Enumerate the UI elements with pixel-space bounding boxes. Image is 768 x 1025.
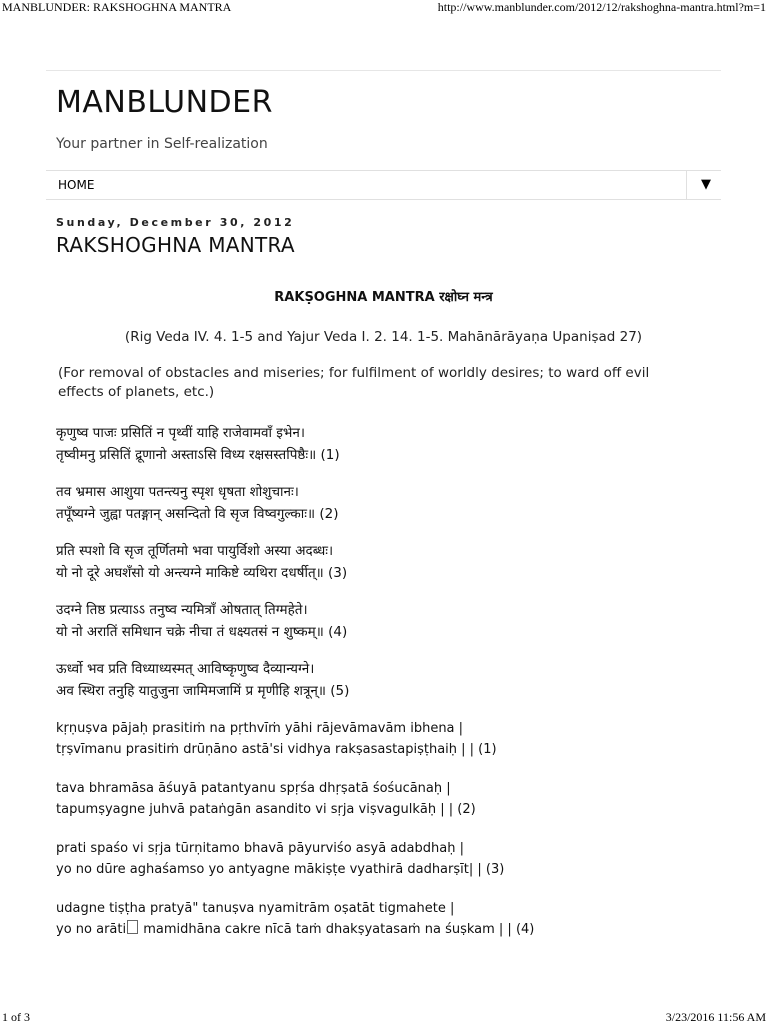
verse-line: कृणुष्व पाजः प्रसितिं न पृथ्वीं याहि राजेवामवाँ इभेन।	[56, 425, 306, 441]
devanagari-verse-1	[56, 423, 721, 466]
verse-line: प्रति स्पशो वि सृज तूर्णितमो भवा पायुर्विशो अस्या अदब्धः।	[56, 543, 334, 559]
verse-line: तृष्वीमनु प्रसितिं द्रूणानो अस्ताऽसि विध्य रक्षसस्तपिष्ठैः॥ (1)	[56, 446, 340, 463]
transliteration-verse-3	[56, 838, 721, 880]
nav-bar	[46, 170, 721, 200]
verse-line: यो नो दूरे अघशँसो यो अन्त्यग्ने माकिष्टे व्यथिरा दधर्षीत्॥ (3)	[56, 564, 348, 581]
transliteration-verse-1	[56, 718, 721, 760]
devanagari-verses	[56, 423, 721, 702]
verse-line: udagne tiṣṭha pratyā" tanuṣva nyamitrām oṣatāt tigmahete |	[56, 901, 455, 916]
verse-line: tṛṣvīmanu prasitiṁ drūṇāno astā'si vidhya rakṣasastapiṣṭhaiḥ | | (1)	[56, 742, 497, 757]
devanagari-verse-2	[56, 482, 721, 525]
devanagari-verse-4	[56, 600, 721, 643]
verse-line: यो नो अरातिं समिधान चक्रे नीचा तं धक्ष्यतसं न शुष्कम्॥ (4)	[56, 623, 348, 640]
site-tagline: Your partner in Self-realization	[56, 136, 268, 152]
devanagari-verse-5	[56, 659, 721, 702]
verse-line: kṛṇuṣva pājaḥ prasitiṁ na pṛthvīṁ yāhi rājevāmavām ibhena |	[56, 721, 464, 736]
devanagari-verse-3	[56, 541, 721, 584]
verse-text: yo no arāti	[56, 922, 127, 937]
verse-line: तपूँष्यग्ने जुह्वा पतङ्गान् असन्दितो वि सृज विष्वगुल्काः॥ (2)	[56, 505, 339, 522]
print-footer-timestamp: 3/23/2016 11:56 AM	[665, 1010, 766, 1024]
print-footer-page: 1 of 3	[2, 1010, 30, 1024]
mantra-heading: RAKṢOGHNA MANTRA रक्षोघ्न मन्त्र	[274, 290, 493, 305]
scripture-reference: (Rig Veda IV. 4. 1-5 and Yajur Veda I. 2. 14. 1-5. Mahānārāyaṇa Upaniṣad 27)	[124, 329, 643, 345]
post-date: Sunday, December 30, 2012	[56, 216, 295, 229]
nav-divider	[686, 171, 687, 199]
verse-line: tapumṣyagne juhvā pataṅgān asandito vi sṛja viṣvagulkāḥ | | (2)	[56, 802, 476, 817]
verse-line: yo no dūre aghaśamso yo antyagne mākiṣṭe vyathirā dadharṣīt| | (3)	[56, 862, 505, 877]
nav-home-link[interactable]: HOME	[58, 178, 95, 192]
blog-page	[46, 70, 721, 958]
verse-line: उदग्ने तिष्ठ प्रत्याऽऽ तनुष्व न्यमित्राँ ओषतात् तिग्महेते।	[56, 602, 308, 618]
verse-line: अव स्थिरा तनुहि यातुजुना जामिमजामिं प्र मृणीहि शत्रून्॥ (5)	[56, 682, 350, 699]
site-title[interactable]: MANBLUNDER	[56, 85, 273, 120]
verse-line: prati spaśo vi sṛja tūrṇitamo bhavā pāyurviśo asyā adabdhaḥ |	[56, 841, 464, 856]
mantra-purpose: (For removal of obstacles and miseries; for fulfilment of worldly desires; to ward off evil effects of planets, etc.)	[58, 365, 650, 400]
missing-glyph-icon	[127, 920, 138, 934]
transliteration-verses	[56, 718, 721, 940]
print-header-title: MANBLUNDER: RAKSHOGHNA MANTRA	[2, 0, 232, 14]
post-title[interactable]: RAKSHOGHNA MANTRA	[56, 233, 295, 257]
transliteration-verse-4	[56, 898, 721, 940]
print-header-url: http://www.manblunder.com/2012/12/rakshoghna-mantra.html?m=1	[437, 0, 766, 14]
verse-text: mamidhāna cakre nīcā taṁ dhakṣyatasaṁ na śuṣkam | | (4)	[139, 922, 535, 937]
verse-line	[56, 919, 721, 940]
verse-line: तव भ्रमास आशुया पतन्त्यनु स्पृश धृषता शोशुचानः।	[56, 484, 299, 500]
verse-line: tava bhramāsa āśuyā patantyanu spṛśa dhṛṣatā śośucānaḥ |	[56, 781, 451, 796]
transliteration-verse-2	[56, 778, 721, 820]
header-divider	[46, 70, 721, 71]
nav-dropdown-icon[interactable]: ▼	[701, 177, 711, 192]
verse-line: ऊर्ध्वो भव प्रति विध्याध्यस्मत् आविष्कृणुष्व दैव्यान्यग्ने।	[56, 661, 315, 677]
